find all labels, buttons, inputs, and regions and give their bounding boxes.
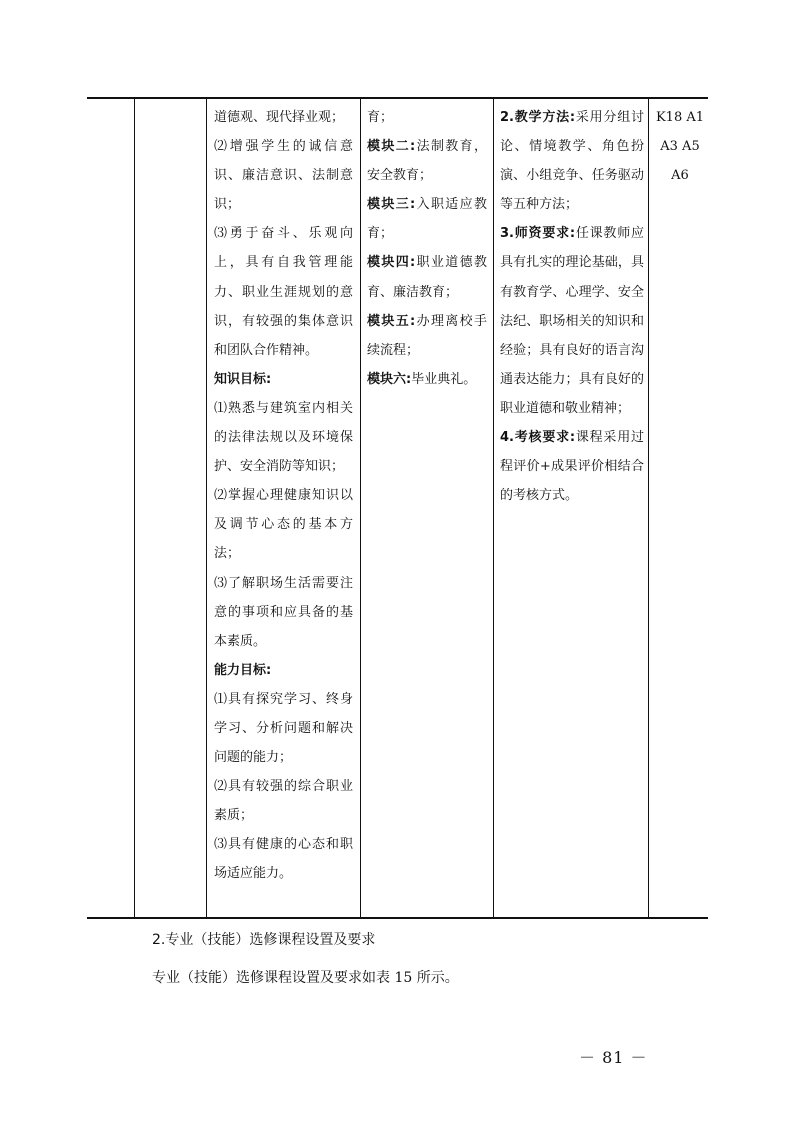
module-label: 模块五: — [367, 313, 416, 329]
objective-item: ⑴具有探究学习、终身学习、分析问题和解决问题的能力； — [214, 691, 353, 766]
column-divider — [493, 98, 494, 918]
column-divider — [134, 98, 135, 918]
section-heading: 2.专业（技能）选修课程设置及要求 — [152, 932, 376, 948]
objective-item: ⑴熟悉与建筑室内相关的法律法规以及环境保护、安全消防等知识； — [214, 400, 353, 475]
module-item — [367, 307, 487, 365]
section-body-text: 专业（技能）选修课程设置及要求如表 15 所示。 — [152, 970, 459, 986]
objective-heading: 知识目标: — [214, 371, 272, 387]
module-label: 模块三: — [367, 197, 416, 213]
objective-heading: 能力目标: — [214, 662, 272, 678]
column-divider — [360, 98, 361, 918]
modules-cell — [367, 103, 487, 394]
requirement-item — [500, 103, 644, 219]
table-bottom-border — [87, 917, 708, 919]
requirement-text: 采用分组讨论、情境教学、角色扮演、小组竞争、任务驱动等五种方法； — [500, 110, 644, 213]
requirement-text: 课程采用过程评价+成果评价相结合的考核方式。 — [500, 430, 644, 504]
objective-item: ⑵增强学生的诚信意识、廉洁意识、法制意识； — [214, 139, 353, 213]
requirement-label: 2.教学方法: — [500, 110, 576, 125]
module-item — [367, 190, 487, 248]
codes-cell — [652, 103, 708, 190]
objective-item: ⑵掌握心理健康知识以及调节心态的基本方法； — [214, 488, 353, 562]
module-label: 模块二: — [367, 139, 416, 155]
module-label: 模块四: — [367, 255, 416, 271]
module-item — [367, 248, 487, 306]
module-text: 法制教育，安全教育； — [367, 139, 487, 184]
code-line: A3 A5 — [660, 139, 700, 155]
requirement-text: 任课教师应具有扎实的理论基础，具有教育学、心理学、安全法纪、职场相关的知识和经验；具有良好的语言沟通表达能力；具有良好的职业道德和敬业精神； — [500, 226, 644, 416]
objective-item: 道德观、现代择业观； — [214, 110, 345, 125]
requirements-cell — [500, 103, 644, 510]
objective-item: ⑶具有健康的心态和职场适应能力。 — [214, 837, 353, 882]
module-label: 模块六: — [367, 371, 412, 387]
requirement-label: 4.考核要求: — [500, 430, 576, 446]
table-top-border — [87, 97, 708, 99]
page-number: － 81 － — [579, 1048, 648, 1067]
module-item — [367, 365, 487, 394]
module-text: 育； — [367, 110, 394, 125]
module-text: 毕业典礼。 — [411, 371, 477, 387]
module-item — [367, 103, 487, 132]
module-item — [367, 132, 487, 190]
objective-item: ⑵具有较强的综合职业素质； — [214, 779, 353, 824]
requirement-item — [500, 219, 644, 423]
column-divider — [206, 98, 207, 918]
module-text: 职业道德教育、廉洁教育； — [367, 255, 487, 300]
module-text: 办理离校手续流程； — [367, 313, 487, 358]
code-line: K18 A1 — [655, 110, 705, 125]
objective-item: ⑶勇于奋斗、乐观向上，具有自我管理能力、职业生涯规划的意识，有较强的集体意识和团队合作精神。 — [214, 226, 353, 358]
code-line: A6 — [671, 168, 689, 184]
requirement-label: 3.师资要求: — [500, 226, 576, 242]
objective-item: ⑶了解职场生活需要注意的事项和应具备的基本素质。 — [214, 575, 353, 649]
requirement-item — [500, 423, 644, 510]
column-divider — [648, 98, 649, 918]
module-text: 入职适应教育； — [367, 197, 487, 242]
objectives-cell — [214, 103, 353, 889]
